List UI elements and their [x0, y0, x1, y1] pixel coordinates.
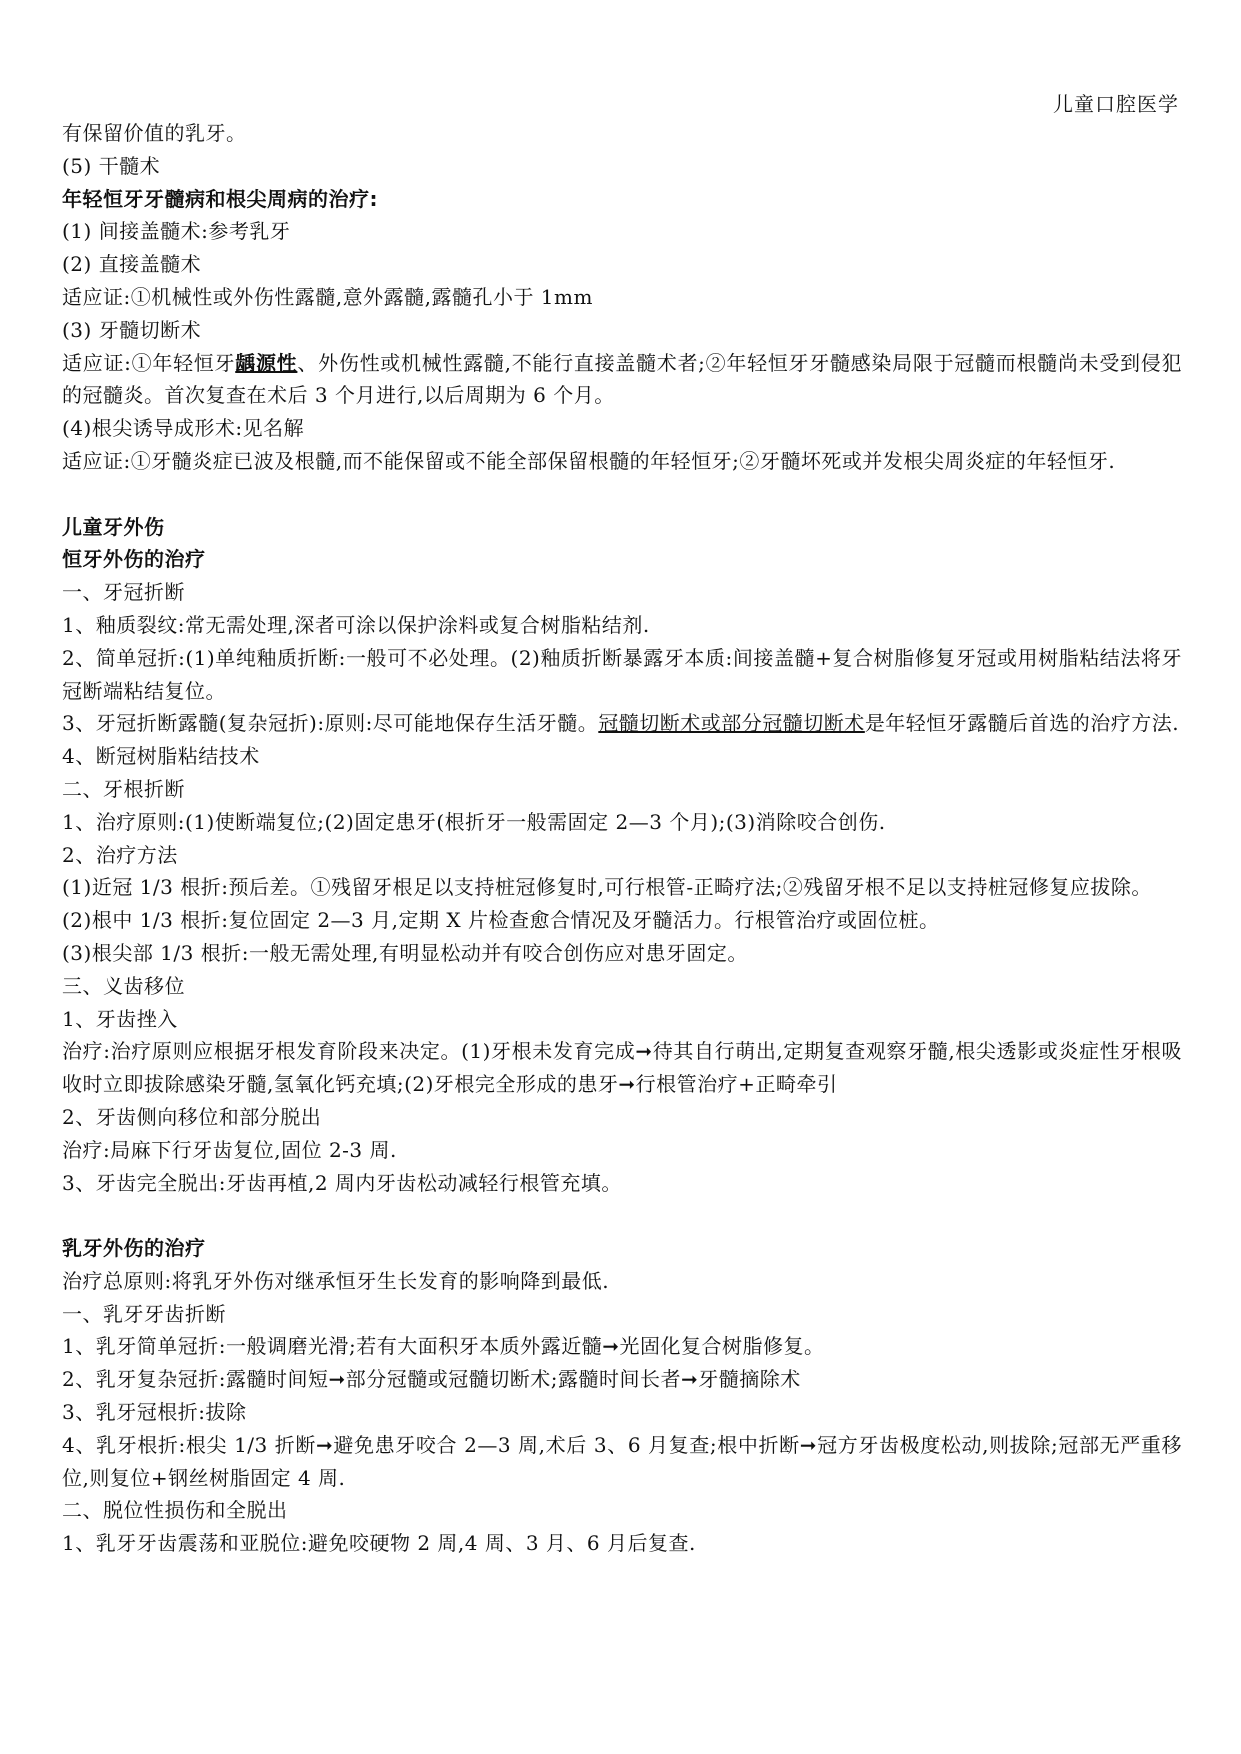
text-line: 1、乳牙牙齿震荡和亚脱位:避免咬硬物 2 周,4 周、3 月、6 月后复查.	[62, 1531, 696, 1556]
blank-line	[62, 478, 1182, 511]
text-line	[62, 707, 1182, 740]
text-span: 是年轻恒牙露髓后首选的治疗方法.	[864, 711, 1180, 736]
text-line: 有保留价值的乳牙。	[62, 121, 247, 145]
section-heading: 年轻恒牙牙髓病和根尖周病的治疗:	[62, 186, 378, 211]
text-line: 2、简单冠折:(1)单纯釉质折断:一般可不必处理。(2)釉质折断暴露牙本质:间接盖髓+复合树脂修复牙冠或用树脂粘结法将牙冠断端粘结复位。	[62, 645, 1182, 703]
text-line: (5) 干髓术	[62, 153, 161, 178]
text-line: 1、釉质裂纹:常无需处理,深者可涂以保护涂料或复合树脂粘结剂.	[62, 612, 650, 637]
text-line	[62, 347, 1182, 413]
blank-line	[62, 1199, 1182, 1232]
text-line: 一、乳牙牙齿折断	[62, 1301, 226, 1326]
text-line: 4、断冠树脂粘结技术	[62, 744, 260, 769]
section-heading: 乳牙外伤的治疗	[62, 1236, 206, 1261]
page-header: 儿童口腔医学	[1053, 92, 1179, 116]
text-span: 、外伤性或机械性露髓,不能行直接盖髓术者;②年轻恒牙牙髓感染局限于冠髓而根髓尚未受到侵犯的冠髓炎。首次复查在术后 3 个月进行,以后周期为 6 个月。	[62, 350, 1182, 408]
document-body	[62, 117, 1182, 1560]
text-line: 二、牙根折断	[62, 776, 185, 801]
text-line: 4、乳牙根折:根尖 1/3 折断➞避免患牙咬合 2—3 周,术后 3、6 月复查;根中折断➞冠方牙齿极度松动,则拔除;冠部无严重移位,则复位+钢丝树脂固定 4 周.	[62, 1432, 1182, 1490]
section-heading: 恒牙外伤的治疗	[62, 547, 206, 572]
text-line: 治疗:局麻下行牙齿复位,固位 2-3 周.	[62, 1137, 397, 1162]
text-line: (2) 直接盖髓术	[62, 252, 202, 277]
text-line: (1)近冠 1/3 根折:预后差。①残留牙根足以支持桩冠修复时,可行根管-正畸疗法;②残留牙根不足以支持桩冠修复应拔除。	[62, 875, 1152, 900]
text-line: 治疗总原则:将乳牙外伤对继承恒牙生长发育的影响降到最低.	[62, 1268, 610, 1293]
section-heading: 儿童牙外伤	[62, 514, 165, 539]
text-line: 3、乳牙冠根折:拔除	[62, 1400, 247, 1425]
text-span: 3、牙冠折断露髓(复杂冠折):原则:尽可能地保存生活牙髓。	[62, 711, 599, 736]
emphasis-text: 龋源性	[235, 350, 298, 375]
text-line: 适应证:①机械性或外伤性露髓,意外露髓,露髓孔小于 1mm	[62, 284, 593, 309]
text-line: 2、治疗方法	[62, 842, 178, 867]
text-line: 二、脱位性损伤和全脱出	[62, 1498, 288, 1523]
text-line: 1、乳牙简单冠折:一般调磨光滑;若有大面积牙本质外露近髓➞光固化复合树脂修复。	[62, 1334, 825, 1359]
text-line: 适应证:①牙髓炎症已波及根髓,而不能保留或不能全部保留根髓的年轻恒牙;②牙髓坏死或并发根尖周炎症的年轻恒牙.	[62, 448, 1116, 473]
text-line: 1、牙齿挫入	[62, 1006, 178, 1031]
text-line: 2、乳牙复杂冠折:露髓时间短➞部分冠髓或冠髓切断术;露髓时间长者➞牙髓摘除术	[62, 1367, 801, 1392]
text-line: 一、牙冠折断	[62, 580, 185, 605]
text-line: 3、牙齿完全脱出:牙齿再植,2 周内牙齿松动减轻行根管充填。	[62, 1170, 622, 1195]
text-line: 2、牙齿侧向移位和部分脱出	[62, 1104, 322, 1129]
text-line: 三、义齿移位	[62, 973, 185, 998]
text-line: (4)根尖诱导成形术:见名解	[62, 416, 305, 441]
text-line: 治疗:治疗原则应根据牙根发育阶段来决定。(1)牙根未发育完成➞待其自行萌出,定期复查观察牙髓,根尖透影或炎症性牙根吸收时立即拔除感染牙髓,氢氧化钙充填;(2)牙根完全形成的患牙➞行根管治疗+正畸牵引	[62, 1039, 1182, 1097]
text-line: 1、治疗原则:(1)使断端复位;(2)固定患牙(根折牙一般需固定 2—3 个月);(3)消除咬合创伤.	[62, 809, 886, 834]
text-line: (1) 间接盖髓术:参考乳牙	[62, 219, 291, 244]
text-span: 适应证:①年轻恒牙	[62, 350, 236, 375]
text-line: (3) 牙髓切断术	[62, 317, 202, 342]
text-line: (3)根尖部 1/3 根折:一般无需处理,有明显松动并有咬合创伤应对患牙固定。	[62, 940, 748, 965]
emphasis-text: 冠髓切断术或部分冠髓切断术	[598, 711, 865, 736]
text-line: (2)根中 1/3 根折:复位固定 2—3 月,定期 X 片检查愈合情况及牙髓活力。行根管治疗或固位桩。	[62, 908, 940, 933]
